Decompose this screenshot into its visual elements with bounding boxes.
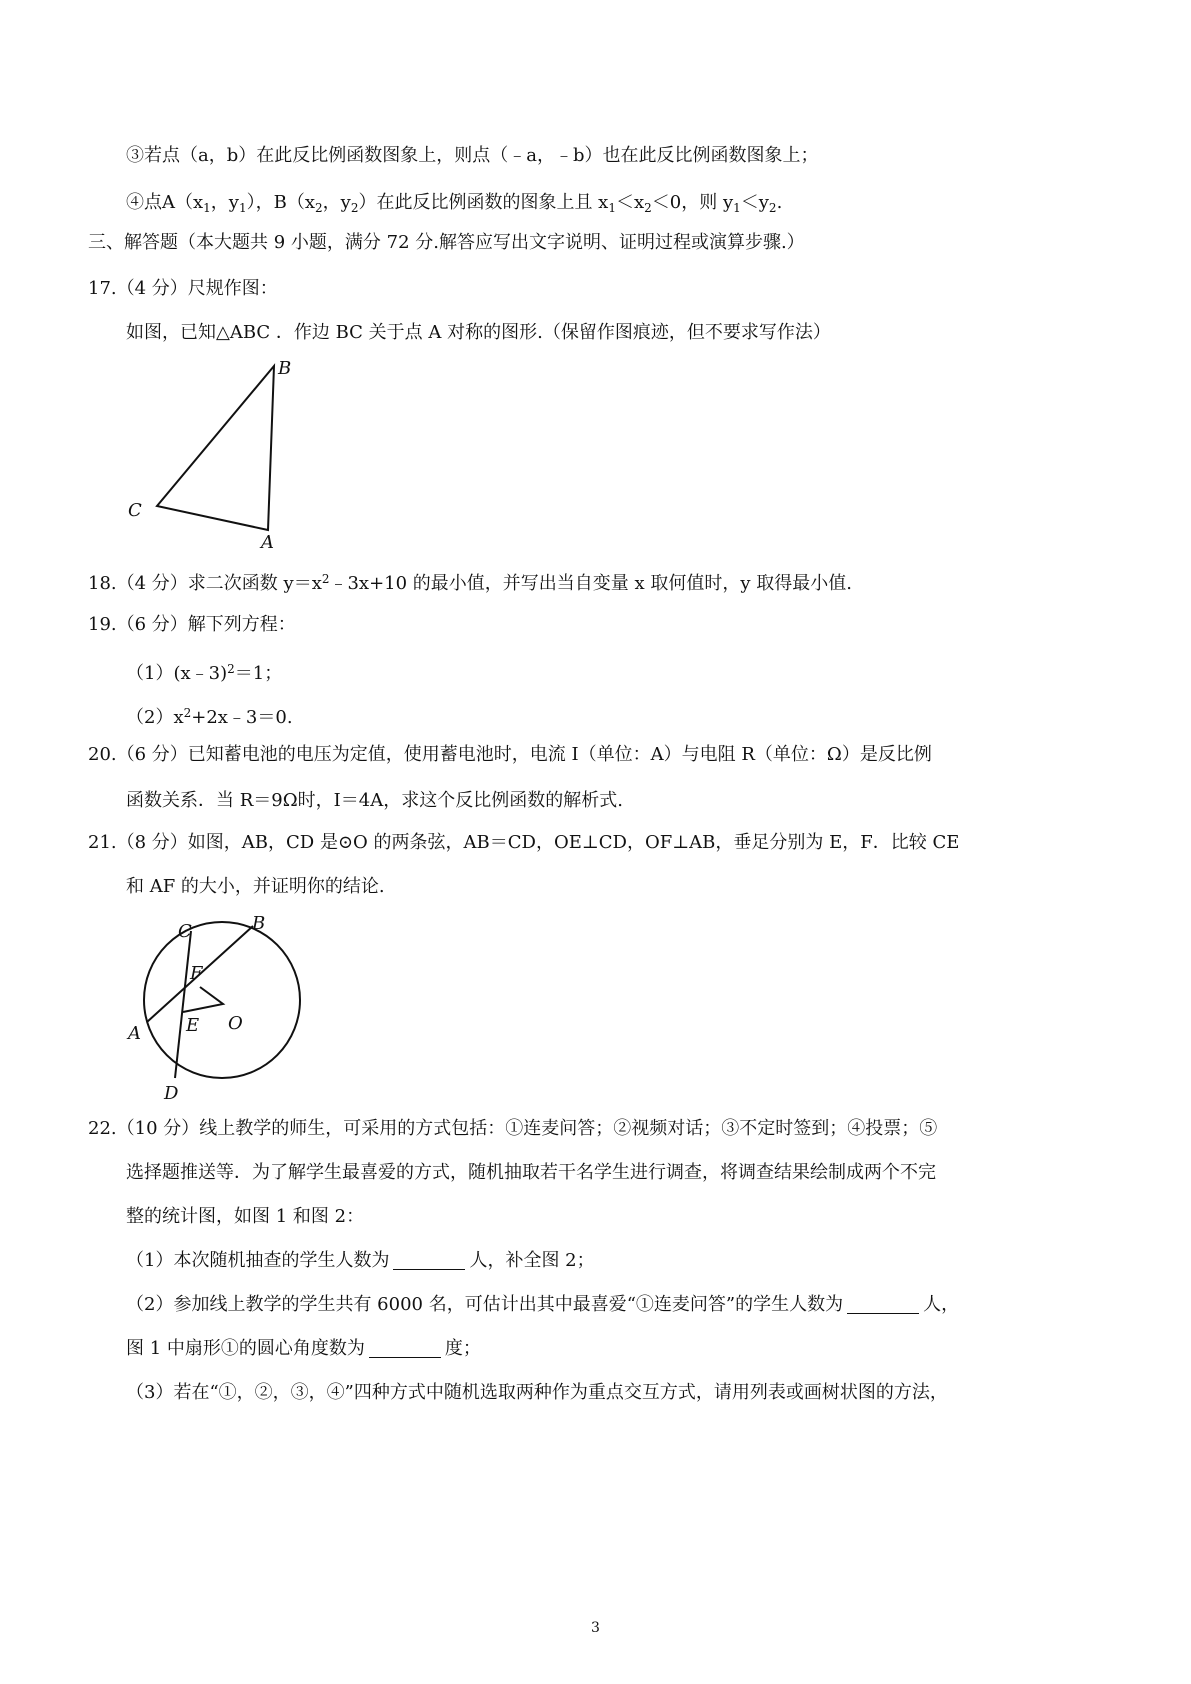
text-segment: 度； — [444, 1338, 481, 1359]
triangle-abc — [157, 366, 274, 530]
section-heading: 三、解答题（本大题共 9 小题，满分 72 分.解答应写出文字说明、证明过程或演算步骤.） — [88, 232, 805, 253]
statement-4 — [126, 190, 782, 221]
label-b: B — [278, 358, 292, 379]
text-segment: ＜0，则 y — [651, 192, 734, 213]
question-22-part-3: （3）若在“①，②，③，④”四种方式中随机选取两种作为重点交互方式，请用列表或画树状图的方法， — [126, 1382, 948, 1403]
text-segment: 图 1 中扇形①的圆心角度数为 — [126, 1338, 365, 1359]
question-22-line-3: 整的统计图，如图 1 和图 2： — [126, 1206, 365, 1227]
question-19: 19.（6 分）解下列方程： — [88, 614, 296, 635]
question-17: 17.（4 分）尺规作图： — [88, 278, 278, 299]
text-segment: （1）(x﹣3) — [126, 663, 228, 684]
superscript: 2 — [227, 662, 235, 676]
text-segment: ﹣3x+10 的最小值，并写出当自变量 x 取何值时，y 取得最小值. — [329, 573, 853, 594]
question-22-line-1: 22.（10 分）线上教学的师生，可采用的方式包括：①连麦问答；②视频对话；③不定时签到；④投票；⑤ — [88, 1118, 938, 1139]
label-a: A — [261, 532, 274, 553]
text-segment: （2）参加线上教学的学生共有 6000 名，可估计出其中最喜爱“①连麦问答”的学生人数为 — [126, 1294, 844, 1315]
text-segment: ＝1； — [234, 663, 283, 684]
chord-cd — [175, 931, 191, 1078]
text-segment: ，y — [210, 192, 239, 213]
question-20-line-1: 20.（6 分）已知蓄电池的电压为定值，使用蓄电池时，电流 I（单位：A）与电阻 R（单位：Ω）是反比例 — [88, 744, 932, 765]
text-segment: ）在此反比例函数的图象上且 x — [358, 192, 609, 213]
question-22-part-1 — [126, 1248, 595, 1274]
circle-o — [144, 922, 300, 1078]
subscript: 2 — [315, 201, 323, 215]
circle-figure — [120, 905, 320, 1105]
question-22-part-2-cont — [126, 1336, 481, 1362]
label-o: O — [228, 1013, 243, 1034]
label-b: B — [252, 913, 266, 934]
label-c: C — [128, 500, 142, 521]
triangle-figure — [120, 356, 320, 556]
answer-blank[interactable] — [847, 1295, 919, 1314]
text-segment: ＜x — [615, 192, 645, 213]
subscript: 2 — [768, 201, 777, 215]
question-19-part-2 — [126, 700, 293, 731]
question-21-line-2: 和 AF 的大小，并证明你的结论. — [126, 876, 385, 897]
label-a: A — [128, 1023, 141, 1044]
subscript: 1 — [608, 201, 616, 215]
subscript: 2 — [644, 201, 652, 215]
label-d: D — [164, 1083, 179, 1104]
text-segment: ④点A（x — [126, 192, 204, 213]
label-f: F — [190, 963, 203, 984]
statement-3: ③若点（a，b）在此反比例函数图象上，则点（﹣a，﹣b）也在此反比例函数图象上； — [126, 145, 819, 166]
question-19-part-1 — [126, 656, 282, 687]
text-segment: ），B（x — [246, 192, 315, 213]
text-segment: （2）x — [126, 707, 184, 728]
superscript: 2 — [183, 706, 192, 720]
label-e: E — [186, 1015, 200, 1036]
perpendiculars-of-oe — [183, 987, 223, 1012]
label-c: C — [178, 921, 192, 942]
subscript: 1 — [203, 201, 211, 215]
text-segment: ＜y — [740, 192, 769, 213]
text-segment: （1）本次随机抽查的学生人数为 — [126, 1250, 390, 1271]
question-22-part-2 — [126, 1292, 959, 1318]
text-segment: ，y — [322, 192, 351, 213]
subscript: 2 — [350, 201, 359, 215]
text-segment: 18.（4 分）求二次函数 y＝x — [88, 573, 322, 594]
question-18 — [88, 566, 852, 597]
question-17-body: 如图，已知△ABC ．作边 BC 关于点 A 对称的图形.（保留作图痕迹，但不要求写作法） — [126, 322, 831, 343]
page-number: 3 — [591, 1620, 600, 1636]
text-segment: . — [776, 192, 783, 213]
question-22-line-2: 选择题推送等．为了解学生最喜爱的方式，随机抽取若干名学生进行调查，将调查结果绘制成两个不完 — [126, 1162, 936, 1183]
text-segment: 人，补全图 2； — [469, 1250, 595, 1271]
question-20-line-2: 函数关系．当 R＝9Ω时，I＝4A，求这个反比例函数的解析式. — [126, 790, 623, 811]
question-21-line-1: 21.（8 分）如图，AB，CD 是⊙O 的两条弦，AB＝CD，OE⊥CD，OF⊥AB，垂足分别为 E，F．比较 CE — [88, 832, 960, 853]
superscript: 2 — [321, 572, 330, 586]
answer-blank[interactable] — [369, 1339, 441, 1358]
answer-blank[interactable] — [393, 1251, 465, 1270]
subscript: 1 — [238, 201, 247, 215]
text-segment: +2x﹣3＝0. — [191, 707, 293, 728]
subscript: 1 — [733, 201, 741, 215]
text-segment: 人， — [923, 1294, 960, 1315]
